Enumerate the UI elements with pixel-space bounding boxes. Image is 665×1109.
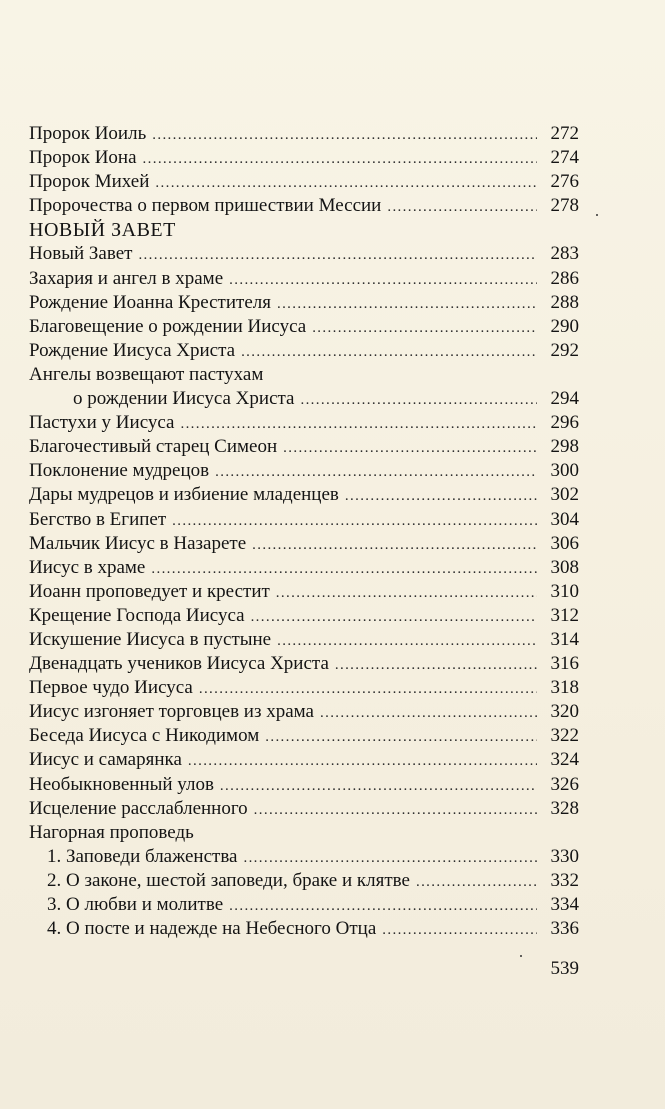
dot-leader [199,677,537,701]
toc-entry-title: Первое чудо Иисуса [29,677,193,699]
toc-entry-page: 328 [550,797,579,819]
dot-leader [277,292,537,316]
toc-entry-page: 330 [550,845,579,867]
print-speck [520,955,522,957]
toc-entry-page: 294 [550,388,579,410]
toc-entry-title: Дары мудрецов и избиение младенцев [29,484,339,506]
toc-entry [29,483,579,507]
dot-leader [387,195,537,219]
toc-entry-title: Благовещение о рождении Иисуса [29,315,307,337]
toc-entry-page: 272 [550,123,579,144]
dot-leader [300,388,537,412]
toc-entry [29,797,579,821]
toc-entry-title: Крещение Господа Иисуса [29,604,245,626]
toc-entry-page: 296 [550,412,579,434]
toc-entry-title: Ангелы возвещают пастухам [29,363,264,385]
dot-leader [151,557,537,581]
toc-entry [29,387,579,411]
section-heading [29,218,579,242]
dot-leader [229,894,537,918]
dot-leader [229,268,537,292]
toc-entry [29,242,579,266]
toc-entry-page: 276 [550,171,579,193]
toc-entry-title: Иисус и самарянка [29,749,182,771]
toc-entry [29,748,579,772]
toc-entry [29,652,579,676]
dot-leader [152,123,537,147]
toc-entry-title: Пастухи у Иисуса [29,412,175,434]
dot-leader [241,340,537,364]
dot-leader [320,701,537,725]
toc-entry [29,339,579,363]
toc-entry-page: 324 [550,749,579,771]
toc-entry-title: Иисус изгоняет торговцев из храма [29,701,314,723]
dot-leader [172,509,537,533]
toc-entry [29,508,579,532]
toc-entry-title: Пророк Иоиль [29,123,147,144]
toc-entry-page: 290 [550,315,579,337]
dot-leader [138,243,537,267]
toc-entry [29,532,579,556]
page-number: 539 [550,958,579,979]
toc-entry [29,146,579,170]
dot-leader [215,460,537,484]
toc-entry-page: 326 [550,773,579,795]
toc-entry [29,773,579,797]
toc-entry-title: 1. Заповеди блаженства [47,845,238,867]
toc-entry [29,893,579,917]
dot-leader [188,749,537,773]
toc-entry-title: Беседа Иисуса с Никодимом [29,725,260,747]
toc-entry [29,411,579,435]
toc-entry-title: Благочестивый старец Симеон [29,436,278,458]
toc-entry-title: Двенадцать учеников Иисуса Христа [29,653,329,675]
dot-leader [312,316,537,340]
toc-entry-title: 3. О любви и молитве [47,894,224,915]
toc-entry-title: Бегство в Египет [29,508,167,530]
toc-entry-title: Пророк Михей [29,171,150,193]
dot-leader [276,581,537,605]
toc-entry-page: 310 [550,580,579,602]
toc-entry-title: Исцеление расслабленного [29,797,248,819]
toc-entry-title: Рождение Иисуса Христа [29,339,236,361]
toc-entry [29,676,579,700]
toc-entry-page: 304 [550,508,579,530]
toc-entry-title: Иисус в храме [29,556,146,578]
toc-entry [29,435,579,459]
toc-entry-title: Захария и ангел в храме [29,267,224,289]
dot-leader [243,846,537,870]
dot-leader [283,436,537,460]
toc-entry-title: Новый Завет [29,243,133,265]
toc-entry [29,194,579,218]
toc-entry [29,845,579,869]
toc-entry-page: 302 [550,484,579,506]
section-heading-text: НОВЫЙ ЗАВЕТ [29,219,176,242]
toc-entry-title: Пророк Иона [29,147,137,169]
toc-entry-page: 322 [550,725,579,747]
toc-entry-title: Пророчества о первом пришествии Мессии [29,195,382,217]
toc-entry [29,170,579,194]
dot-leader [254,798,537,822]
table-of-contents [29,122,579,941]
dot-leader [382,918,537,942]
toc-entry-page: 292 [550,339,579,361]
toc-entry-page: 298 [550,436,579,458]
toc-entry [29,291,579,315]
toc-entry-page: 274 [550,147,579,169]
toc-entry-page: 332 [550,869,579,891]
toc-entry-page: 318 [550,677,579,699]
dot-leader [180,412,537,436]
toc-entry [29,556,579,580]
toc-entry-page: 283 [550,243,579,265]
dot-leader [277,629,537,653]
dot-leader [251,605,537,629]
print-speck [596,214,598,216]
toc-entry-line1 [29,363,579,387]
toc-entry [29,580,579,604]
toc-entry-title: Поклонение мудрецов [29,460,210,482]
toc-entry [29,315,579,339]
toc-entry [29,459,579,483]
toc-entry-page: 316 [550,653,579,675]
toc-entry-page: 314 [550,628,579,650]
toc-entry-page: 306 [550,532,579,554]
toc-entry-page: 288 [550,291,579,313]
toc-entry-title: Иоанн проповедует и крестит [29,580,270,602]
toc-entry [29,122,579,146]
toc-entry [29,700,579,724]
toc-entry-page: 336 [550,918,579,940]
dot-leader [143,147,537,171]
toc-section-title-text: Нагорная проповедь [29,821,194,843]
toc-section-title [29,821,579,845]
dot-leader [155,171,537,195]
toc-entry [29,604,579,628]
toc-entry-page: 300 [550,460,579,482]
toc-entry-title: 2. О законе, шестой заповеди, браке и клятве [47,869,410,891]
toc-entry-title-continuation: о рождении Иисуса Христа [73,388,295,410]
toc-entry-page: 278 [550,195,579,217]
toc-entry [29,628,579,652]
dot-leader [416,870,537,894]
toc-entry [29,267,579,291]
dot-leader [345,484,537,508]
toc-entry-title: Рождение Иоанна Крестителя [29,291,271,313]
dot-leader [220,774,537,798]
toc-entry-page: 334 [550,894,579,915]
toc-entry [29,724,579,748]
toc-entry-page: 286 [550,267,579,289]
dot-leader [265,725,537,749]
toc-entry-title: Мальчик Иисус в Назарете [29,532,247,554]
toc-entry-title: Необыкновенный улов [29,773,214,795]
dot-leader [252,533,537,557]
toc-entry-title: 4. О посте и надежде на Небесного Отца [47,918,377,940]
toc-entry [29,869,579,893]
toc-entry-page: 312 [550,604,579,626]
toc-entry [29,917,579,941]
toc-entry-page: 320 [550,701,579,723]
toc-entry-page: 308 [550,556,579,578]
dot-leader [335,653,537,677]
toc-entry-title: Искушение Иисуса в пустыне [29,628,272,650]
